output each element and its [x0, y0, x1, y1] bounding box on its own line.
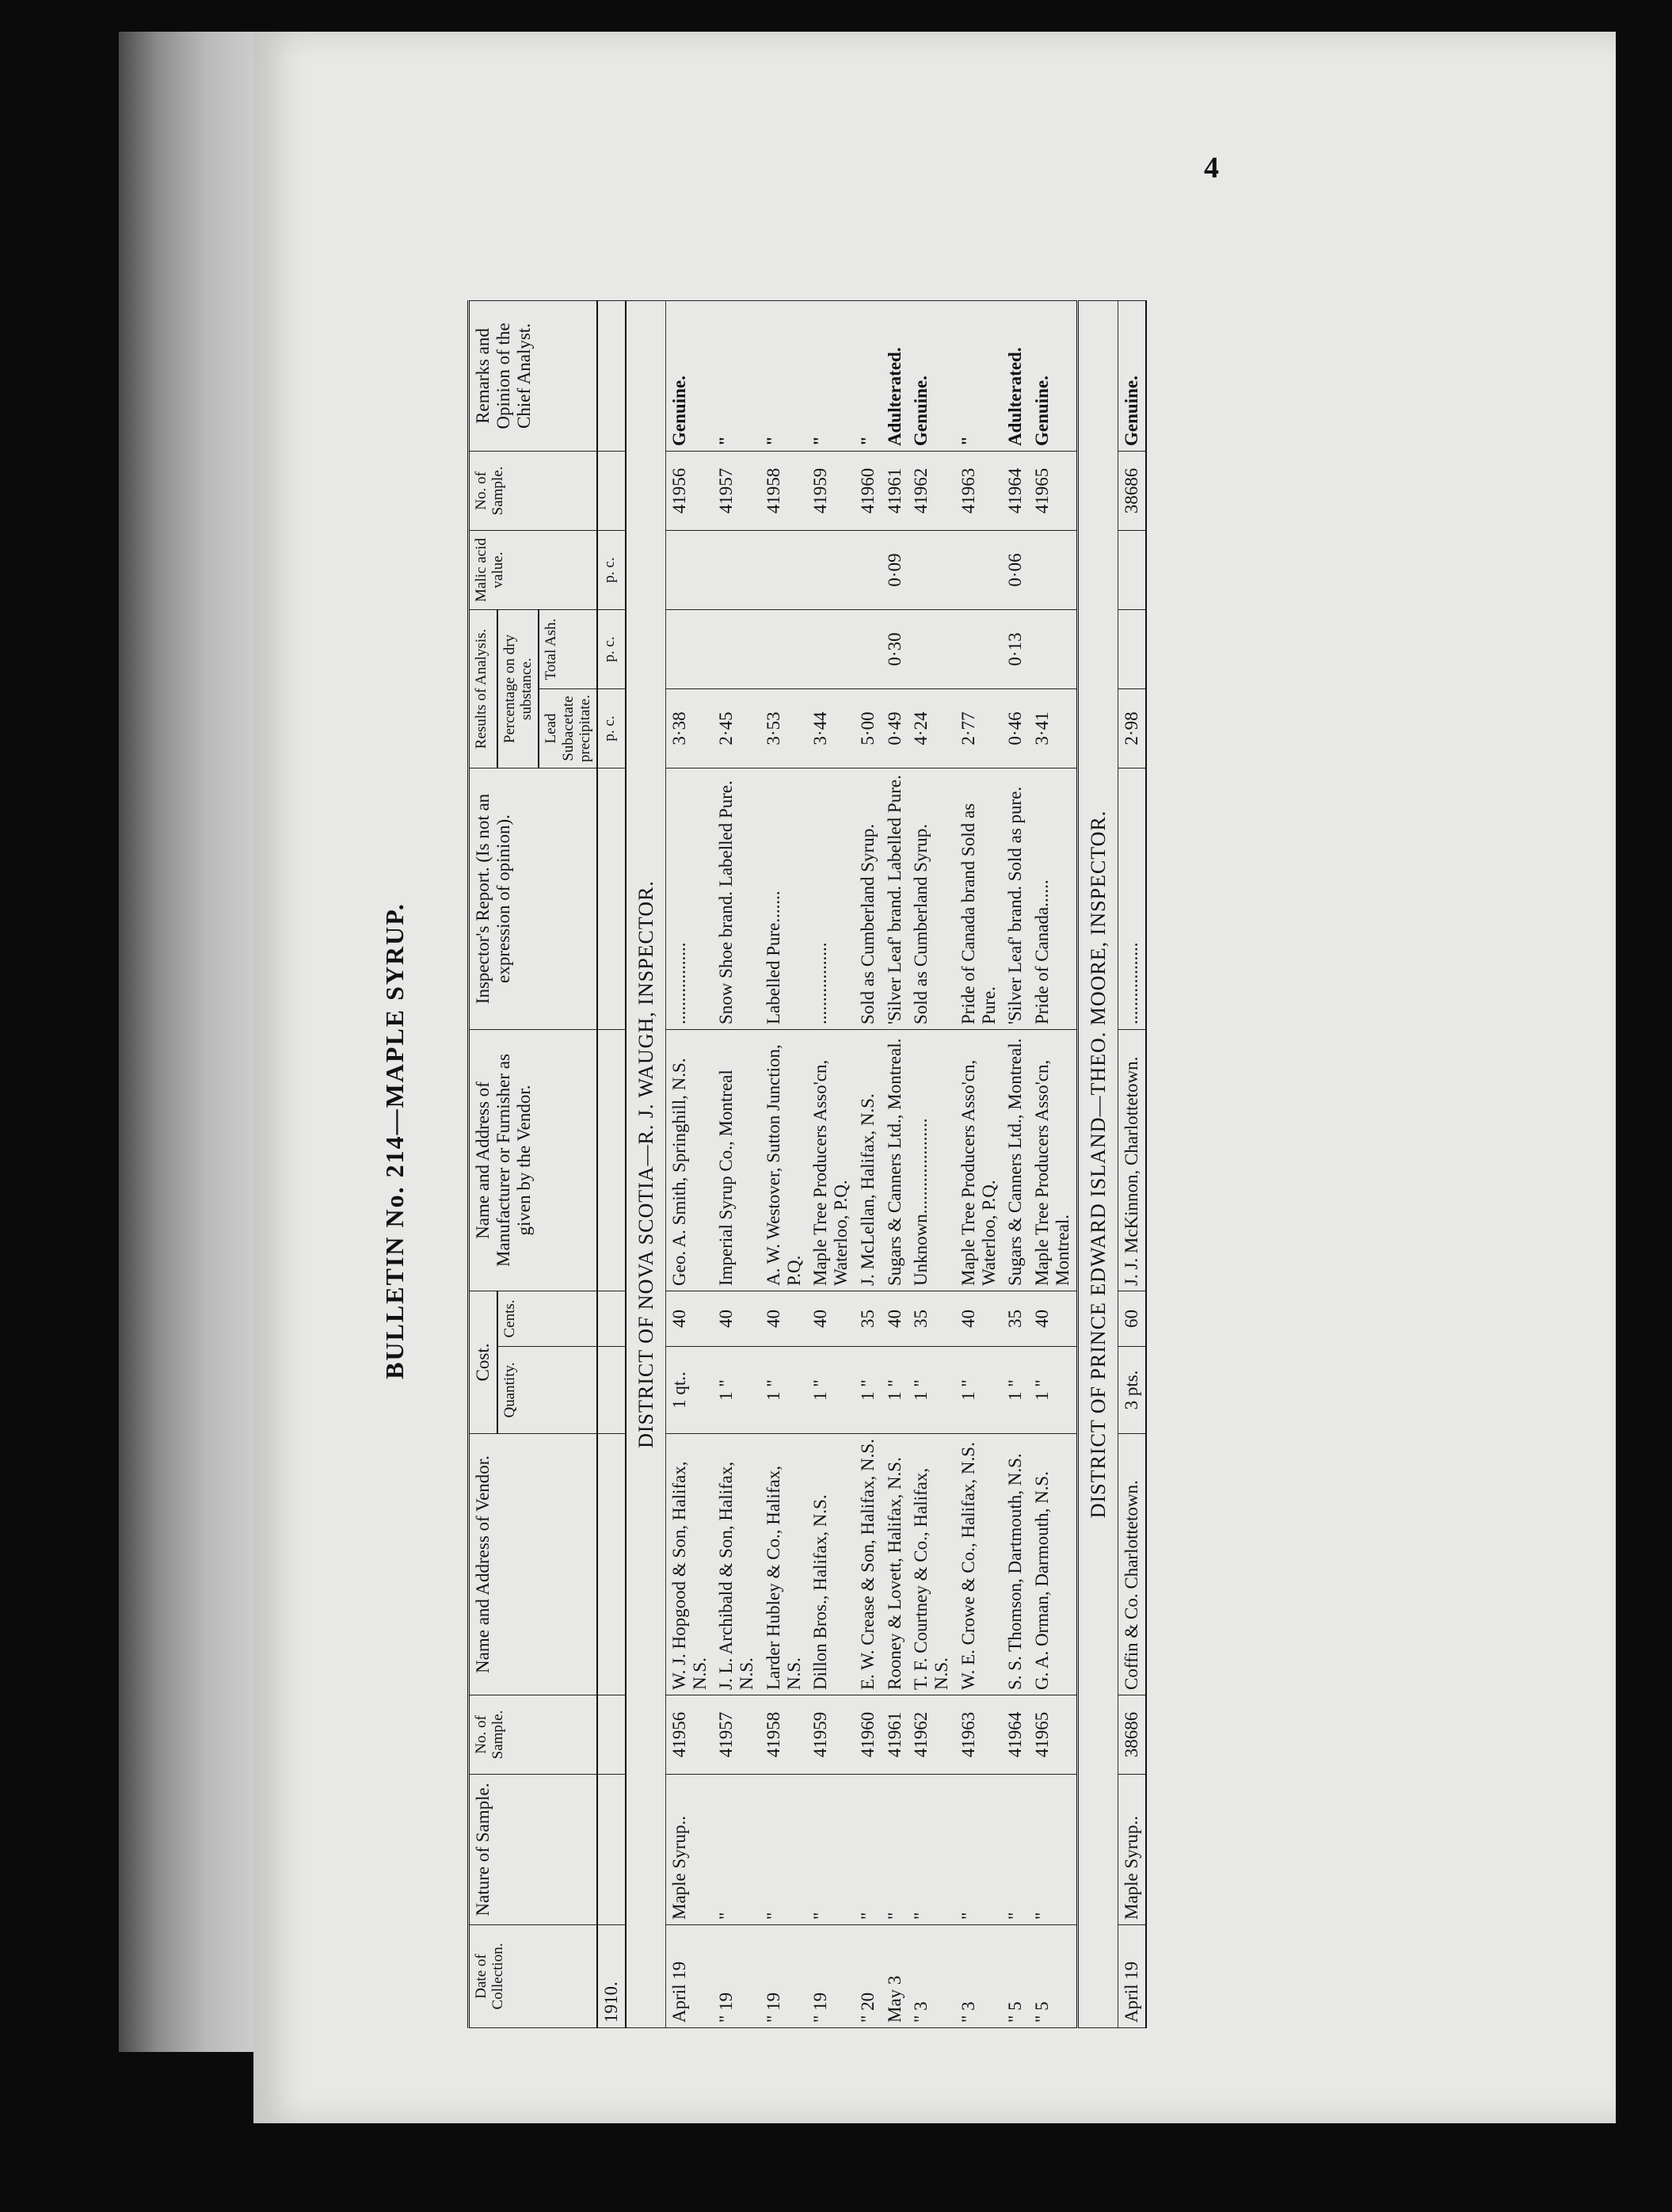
cell-no: 41965 [1029, 1695, 1077, 1775]
cell-malic [908, 530, 955, 609]
cell-no2: 41963 [955, 451, 1003, 530]
header-vendor: Name and Address of Vendor. [469, 1434, 598, 1695]
cell-mfr: Sugars & Canners Ltd., Montreal. [882, 1030, 908, 1291]
cell-report: Pride of Canada...... [1029, 768, 1077, 1030]
cell-lead: 5·00 [855, 689, 882, 768]
cell-ash: 0·13 [1002, 609, 1029, 688]
header-date: Date of Collection. [469, 1925, 598, 2028]
cell-ash [855, 609, 882, 688]
cell-no: 41960 [855, 1695, 882, 1775]
table-row [1029, 300, 1077, 2027]
cell-ash [955, 609, 1003, 688]
cell-vendor: W. J. Hopgood & Son, Halifax, N.S. [665, 1434, 713, 1695]
cell-no2: 38686 [1118, 451, 1145, 530]
cell-cents: 40 [760, 1291, 808, 1347]
table-row [760, 300, 808, 2027]
cell-malic [760, 530, 808, 609]
cell-no: 41964 [1002, 1695, 1029, 1775]
cell-no2: 41956 [665, 451, 713, 530]
cell-report: Pride of Canada brand Sold as Pure. [955, 768, 1003, 1030]
table-body [597, 300, 1145, 2027]
header-results: Results of Analysis. [469, 609, 497, 768]
cell-lead: 3·53 [760, 689, 808, 768]
cell-vendor: W. E. Crowe & Co., Halifax, N.S. [955, 1434, 1003, 1695]
cell-qty: 3 pts. [1118, 1347, 1145, 1434]
table-row [1002, 300, 1029, 2027]
header-ash: Total Ash. [539, 609, 597, 688]
unit-malic: p. c. [597, 530, 626, 609]
rotated-table-block [380, 238, 1410, 2044]
header-malic: Malic acid value. [469, 530, 598, 609]
cell-mfr: Geo. A. Smith, Springhill, N.S. [665, 1030, 713, 1291]
header-report: Inspector's Report. (Is not an expression of opinion). [469, 768, 598, 1030]
cell-remarks: Genuine. [1029, 300, 1077, 451]
district-title: DISTRICT OF PRINCE EDWARD ISLAND—THEO. MOORE, INSPECTOR. [1077, 300, 1118, 2027]
cell-lead: 3·44 [807, 689, 855, 768]
header-manufacturer: Name and Address of Manufacturer or Furnisher as given by the Vendor. [469, 1030, 598, 1291]
cell-cents: 40 [955, 1291, 1003, 1347]
year-cell: 1910. [597, 1925, 626, 2028]
table-row [955, 300, 1003, 2027]
cell-cents: 35 [1002, 1291, 1029, 1347]
cell-remarks: Genuine. [1118, 300, 1145, 451]
cell-report: Snow Shoe brand. Labelled Pure. [713, 768, 760, 1030]
cell-nature: Maple Syrup.. [1118, 1775, 1145, 1925]
cell-cents: 35 [855, 1291, 882, 1347]
cell-lead: 0·46 [1002, 689, 1029, 768]
cell-mfr: J. McLellan, Halifax, N.S. [855, 1030, 882, 1291]
cell-report: 'Silver Leaf' brand. Sold as pure. [1002, 768, 1029, 1030]
cell-vendor: J. L. Archibald & Son, Halifax, N.S. [713, 1434, 760, 1695]
cell-date: " 20 [855, 1925, 882, 2028]
cell-date: April 19 [1118, 1925, 1145, 2028]
cell-no: 41957 [713, 1695, 760, 1775]
district-heading [1077, 300, 1118, 2027]
cell-lead: 3·41 [1029, 689, 1077, 768]
header-cost: Cost. [469, 1291, 497, 1434]
cell-remarks: " [760, 300, 808, 451]
cell-vendor: Coffin & Co. Charlottetown. [1118, 1434, 1145, 1695]
cell-cents: 60 [1118, 1291, 1145, 1347]
cell-nature: " [760, 1775, 808, 1925]
table-row [855, 300, 882, 2027]
cell-remarks: Genuine. [665, 300, 713, 451]
cell-qty: 1 " [908, 1347, 955, 1434]
cell-no: 41958 [760, 1695, 808, 1775]
cell-date: " 5 [1029, 1925, 1077, 2028]
cell-report: .................. [665, 768, 713, 1030]
cell-date: " 5 [1002, 1925, 1029, 2028]
header-percentage: Percentage on dry substance. [497, 609, 539, 768]
unit-ash: p. c. [597, 609, 626, 688]
cell-lead: 2·45 [713, 689, 760, 768]
cell-vendor: S. S. Thomson, Dartmouth, N.S. [1002, 1434, 1029, 1695]
district-title: DISTRICT OF NOVA SCOTIA—R. J. WAUGH, INSPECTOR. [626, 300, 666, 2027]
cell-ash: 0·30 [882, 609, 908, 688]
cell-malic [1029, 530, 1077, 609]
cell-no2: 41965 [1029, 451, 1077, 530]
cell-qty: 1 " [713, 1347, 760, 1434]
header-cents: Cents. [497, 1291, 597, 1347]
cell-mfr: Imperial Syrup Co., Montreal [713, 1030, 760, 1291]
cell-malic [855, 530, 882, 609]
cell-ash [665, 609, 713, 688]
cell-lead: 3·38 [665, 689, 713, 768]
cell-lead: 0·49 [882, 689, 908, 768]
cell-vendor: Larder Hubley & Co., Halifax, N.S. [760, 1434, 808, 1695]
cell-qty: 1 " [882, 1347, 908, 1434]
cell-no2: 41959 [807, 451, 855, 530]
cell-qty: 1 " [955, 1347, 1003, 1434]
cell-nature: " [713, 1775, 760, 1925]
cell-mfr: Maple Tree Producers Asso'cn, Waterloo, P.Q. [955, 1030, 1003, 1291]
cell-qty: 1 " [807, 1347, 855, 1434]
cell-mfr: A. W. Westover, Sutton Junction, P.Q. [760, 1030, 808, 1291]
cell-lead: 4·24 [908, 689, 955, 768]
cell-no: 41956 [665, 1695, 713, 1775]
table-row [665, 300, 713, 2027]
cell-cents: 40 [665, 1291, 713, 1347]
cell-ash [1118, 609, 1145, 688]
cell-report: .................. [807, 768, 855, 1030]
cell-no2: 41961 [882, 451, 908, 530]
cell-cents: 40 [882, 1291, 908, 1347]
cell-report: .................. [1118, 768, 1145, 1030]
cell-malic [665, 530, 713, 609]
cell-no2: 41957 [713, 451, 760, 530]
cell-remarks: Adulterated. [1002, 300, 1029, 451]
cell-malic [807, 530, 855, 609]
cell-nature: " [855, 1775, 882, 1925]
cell-remarks: " [855, 300, 882, 451]
cell-no: 38686 [1118, 1695, 1145, 1775]
cell-date: " 19 [760, 1925, 808, 2028]
table-row [882, 300, 908, 2027]
header-nature: Nature of Sample. [469, 1775, 598, 1925]
header-no-2: No. of Sample. [469, 451, 598, 530]
cell-mfr: Sugars & Canners Ltd., Montreal. [1002, 1030, 1029, 1291]
cell-remarks: " [955, 300, 1003, 451]
cell-nature: " [1029, 1775, 1077, 1925]
cell-nature: Maple Syrup.. [665, 1775, 713, 1925]
cell-ash [908, 609, 955, 688]
cell-no2: 41962 [908, 451, 955, 530]
cell-malic: 0·09 [882, 530, 908, 609]
cell-date: " 3 [955, 1925, 1003, 2028]
cell-remarks: " [713, 300, 760, 451]
cell-no: 41963 [955, 1695, 1003, 1775]
cell-qty: 1 " [1002, 1347, 1029, 1434]
cell-no2: 41964 [1002, 451, 1029, 530]
district-heading [626, 300, 666, 2027]
cell-no: 41959 [807, 1695, 855, 1775]
cell-vendor: E. W. Crease & Son, Halifax, N.S. [855, 1434, 882, 1695]
cell-ash [807, 609, 855, 688]
cell-nature: " [908, 1775, 955, 1925]
cell-nature: " [955, 1775, 1003, 1925]
page-number: 4 [1204, 151, 1219, 185]
header-no: No. of Sample. [469, 1695, 598, 1775]
cell-vendor: T. F. Courtney & Co., Halifax, N.S. [908, 1434, 955, 1695]
cell-qty: 1 " [760, 1347, 808, 1434]
cell-no2: 41958 [760, 451, 808, 530]
cell-remarks: Genuine. [908, 300, 955, 451]
cell-date: " 3 [908, 1925, 955, 2028]
cell-mfr: Maple Tree Producers Asso'cn, Montreal. [1029, 1030, 1077, 1291]
cell-date: May 3 [882, 1925, 908, 2028]
table-row [713, 300, 760, 2027]
header-lead: Lead Subacetate precipitate. [539, 689, 597, 768]
cell-cents: 40 [1029, 1291, 1077, 1347]
cell-malic [955, 530, 1003, 609]
header-remarks: Remarks and Opinion of the Chief Analyst. [469, 300, 598, 451]
cell-malic [713, 530, 760, 609]
table-row-year [597, 300, 626, 2027]
header-quantity: Quantity. [497, 1347, 597, 1434]
cell-ash [713, 609, 760, 688]
cell-date: April 19 [665, 1925, 713, 2028]
cell-mfr: Unknown..................... [908, 1030, 955, 1291]
table-row [807, 300, 855, 2027]
cell-remarks: " [807, 300, 855, 451]
cell-date: " 19 [807, 1925, 855, 2028]
table-row [1118, 300, 1145, 2027]
cell-ash [1029, 609, 1077, 688]
cell-vendor: Rooney & Lovett, Halifax, N.S. [882, 1434, 908, 1695]
cell-report: Sold as Cumberland Syrup. [908, 768, 955, 1030]
cell-malic [1118, 530, 1145, 609]
unit-lead: p. c. [597, 689, 626, 768]
cell-malic: 0·06 [1002, 530, 1029, 609]
cell-cents: 40 [713, 1291, 760, 1347]
cell-report: Labelled Pure....... [760, 768, 808, 1030]
cell-nature: " [807, 1775, 855, 1925]
cell-lead: 2·98 [1118, 689, 1145, 768]
cell-no: 41961 [882, 1695, 908, 1775]
document-page [253, 32, 1616, 2123]
cell-qty: 1 " [855, 1347, 882, 1434]
cell-vendor: G. A. Orman, Darmouth, N.S. [1029, 1434, 1077, 1695]
cell-mfr: J. J. McKinnon, Charlottetown. [1118, 1030, 1145, 1291]
cell-report: Sold as Cumberland Syrup. [855, 768, 882, 1030]
cell-report: 'Silver Leaf' brand. Labelled Pure. [882, 768, 908, 1030]
cell-vendor: Dillon Bros., Halifax, N.S. [807, 1434, 855, 1695]
cell-ash [760, 609, 808, 688]
cell-nature: " [1002, 1775, 1029, 1925]
table-row [908, 300, 955, 2027]
analysis-table [467, 300, 1147, 2028]
cell-cents: 40 [807, 1291, 855, 1347]
cell-no2: 41960 [855, 451, 882, 530]
cell-no: 41962 [908, 1695, 955, 1775]
cell-qty: 1 qt.. [665, 1347, 713, 1434]
cell-mfr: Maple Tree Producers Asso'cn, Waterloo, P.Q. [807, 1030, 855, 1291]
cell-qty: 1 " [1029, 1347, 1077, 1434]
cell-remarks: Adulterated. [882, 300, 908, 451]
cell-nature: " [882, 1775, 908, 1925]
cell-date: " 19 [713, 1925, 760, 2028]
page-title: BULLETIN No. 214—MAPLE SYRUP. [380, 902, 409, 1379]
cell-cents: 35 [908, 1291, 955, 1347]
cell-lead: 2·77 [955, 689, 1003, 768]
